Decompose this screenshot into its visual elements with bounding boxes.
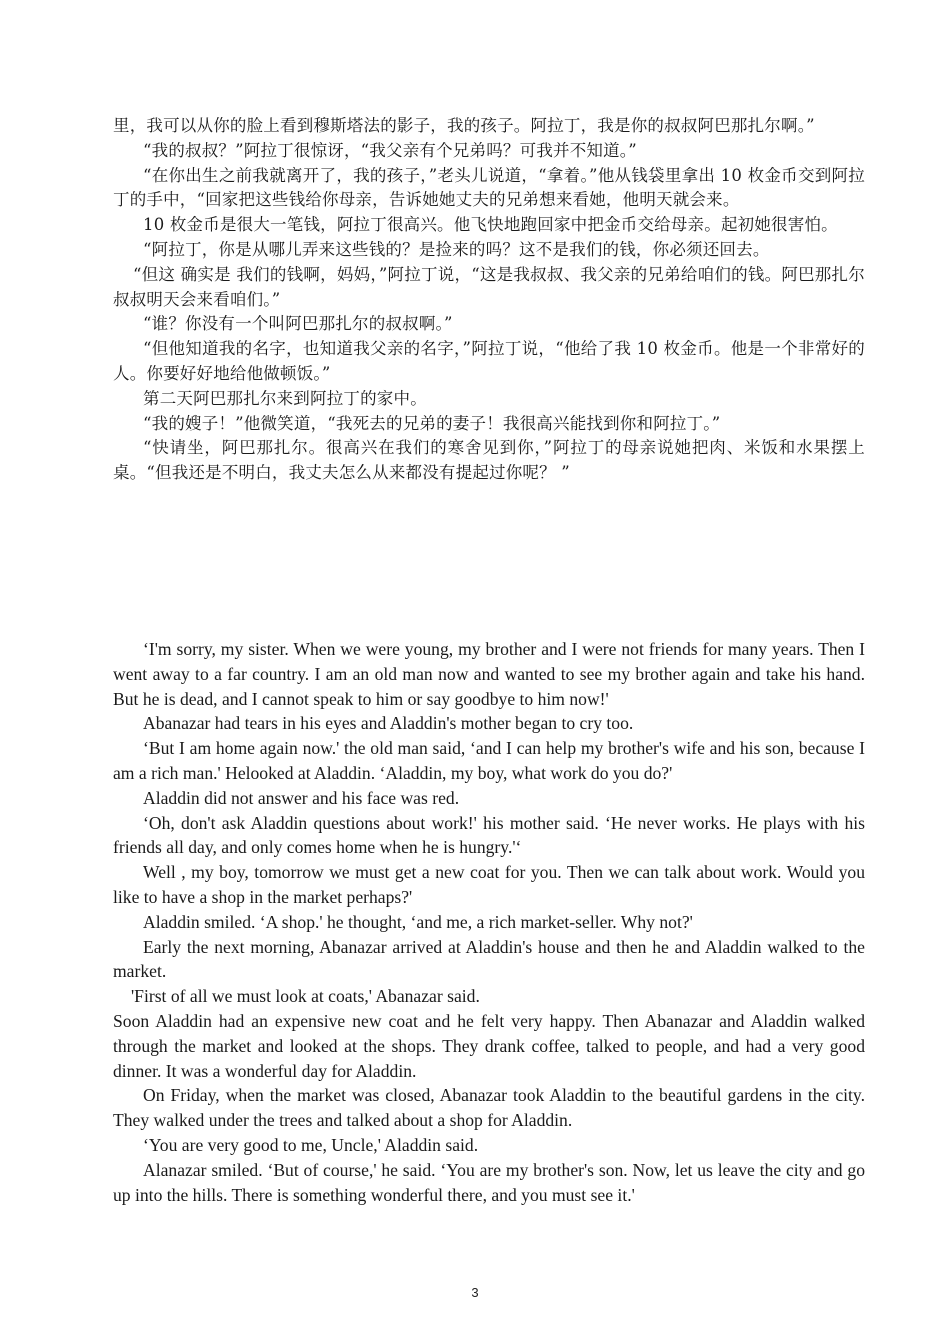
cn-paragraph: “但他知道我的名字，也知道我父亲的名字，”阿拉丁说，“他给了我 10 枚金币。他是一个非常好的人。你要好好地给他做顿饭。” — [113, 339, 865, 383]
cn-paragraph: 第二天阿巴那扎尔来到阿拉丁的家中。 — [143, 388, 427, 408]
cn-paragraph: “谁？你没有一个叫阿巴那扎尔的叔叔啊。” — [143, 314, 453, 334]
en-paragraph: ‘Oh, don't ask Aladdin questions about work!' his mother said. ‘He never works. He plays with his friends all day, and only comes home when he is hungry.'‘ — [113, 812, 865, 858]
cn-paragraph: “阿拉丁，你是从哪儿弄来这些钱的？是捡来的吗？这不是我们的钱，你必须还回去。 — [143, 239, 770, 259]
en-paragraph: ‘You are very good to me, Uncle,' Aladdin said. — [143, 1134, 479, 1155]
en-paragraph: On Friday, when the market was closed, Abanazar took Aladdin to the beautiful gardens in the city. They walked under the trees and talked about a shop for Aladdin. — [113, 1085, 865, 1131]
cn-paragraph: “但这 确实是 我们的钱啊，妈妈，”阿拉丁说，“这是我叔叔、我父亲的兄弟给咱们的钱。阿巴那扎尔叔叔明天会来看咱们。” — [113, 264, 865, 309]
cn-paragraph: “我的叔叔？”阿拉丁很惊讶，“我父亲有个兄弟吗？可我并不知道。” — [143, 140, 637, 160]
en-paragraph: Abanazar had tears in his eyes and Aladdin's mother began to cry too. — [143, 713, 634, 734]
cn-paragraph: “在你出生之前我就离开了，我的孩子，”老头儿说道，“拿着。”他从钱袋里拿出 10 枚金币交到阿拉丁的手中，“回家把这些钱给你母亲，告诉她她丈夫的兄弟想来看她，他明天就会来。 — [113, 165, 865, 210]
en-paragraph: Early the next morning, Abanazar arrived at Aladdin's house and then he and Aladdin walked to the market. — [113, 936, 865, 982]
en-paragraph: ‘I'm sorry, my sister. When we were young, my brother and I were not friends for many years. Then I went away to a far country. I am an old man now and wanted to see my brother again and take his hand. But he is dead, and I cannot speak to him or say goodbye to him now!' — [113, 639, 865, 709]
cn-paragraph: 里，我可以从你的脸上看到穆斯塔法的影子，我的孩子。阿拉丁，我是你的叔叔阿巴那扎尔啊。” — [113, 116, 815, 135]
cn-paragraph: 10 枚金币是很大一笔钱，阿拉丁很高兴。他飞快地跑回家中把金币交给母亲。起初她很害怕。 — [143, 215, 838, 235]
en-paragraph: 'First of all we must look at coats,' Abanazar said. — [131, 986, 480, 1007]
cn-paragraph: “快请坐，阿巴那扎尔。很高兴在我们的寒舍见到你，”阿拉丁的母亲说她把肉、米饭和水果摆上桌。“但我还是不明白，我丈夫怎么从来都没有提起过你呢？ ” — [113, 438, 865, 483]
en-paragraph: ‘But I am home again now.' the old man said, ‘and I can help my brother's wife and his son, because I am a rich man.' Helooked at Aladdin. ‘Aladdin, my boy, what work do you do?' — [113, 738, 865, 783]
english-text-block — [113, 637, 865, 1207]
chinese-text-block — [113, 114, 865, 486]
en-paragraph: Well , my boy, tomorrow we must get a new coat for you. Then we can talk about work. Would you like to have a shop in the market perhaps?' — [113, 862, 865, 907]
page-number: 3 — [471, 1285, 479, 1300]
en-paragraph: Aladdin did not answer and his face was red. — [143, 787, 460, 808]
en-paragraph: Alanazar smiled. ‘But of course,' he said. ‘You are my brother's son. Now, let us leave the city and go up into the hills. There is something wonderful there, and you must see it.' — [113, 1159, 865, 1205]
en-paragraph: Aladdin smiled. ‘A shop.' he thought, ‘and me, a rich market-seller. Why not?' — [143, 911, 693, 932]
cn-paragraph: “我的嫂子！”他微笑道，“我死去的兄弟的妻子！我很高兴能找到你和阿拉丁。” — [143, 413, 721, 433]
en-paragraph: Soon Aladdin had an expensive new coat and he felt very happy. Then Abanazar and Aladdin walked through the market and looked at the shops. They drank coffee, talked to people, and had a very good dinner. It was a wonderful day for Aladdin. — [113, 1010, 865, 1081]
